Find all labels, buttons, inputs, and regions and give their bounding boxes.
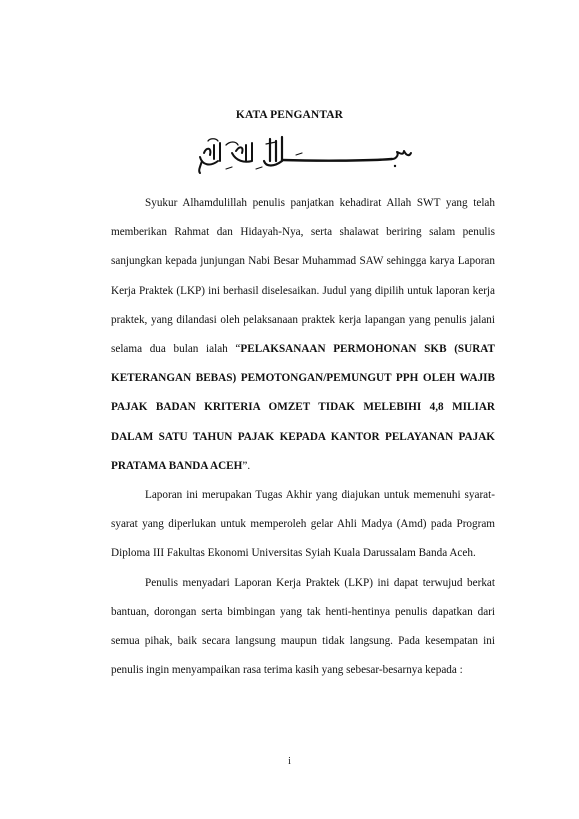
paragraph-1-end: ”.: [242, 459, 251, 472]
page-number: i: [288, 756, 291, 767]
paragraph-1-text: Syukur Alhamdulillah penulis panjatkan kehadirat Allah SWT yang telah memberikan Rahmat dan Hidayah-Nya, serta shalawat beriring salam penulis sanjungkan kepada junjungan Nabi Besar Muhammad SAW sehingga karya Laporan Kerja Praktek (LKP) ini berhasil diselesaikan. Judul yang dipilih untuk laporan kerja praktek, yang dilandasi oleh pelaksanaan praktek kerja lapangan yang penulis jalani selama dua bulan ialah “: [111, 197, 495, 356]
basmala-calligraphy: [196, 133, 414, 177]
page-title: KATA PENGANTAR: [235, 109, 344, 121]
basmala-text: بِسْمِ اللّٰهِ الرَّحْمٰنِ الرَّحِيْمِ: [196, 133, 206, 134]
paragraph-3: Penulis menyadari Laporan Kerja Praktek (LKP) ini dapat terwujud berkat bantuan, dorongan serta bimbingan yang tak henti-hentinya penulis dapatkan dari semua pihak, baik secara langsung maupun tidak langsung. Pada kesempatan ini penulis ingin menyampaikan rasa terima kasih yang sebesar-besarnya kepada :: [111, 576, 495, 677]
report-title-bold: PELAKSANAAN PERMOHONAN SKB (SURAT KETERANGAN BEBAS) PEMOTONGAN/PEMUNGUT PPH OLEH WAJIB PAJAK BADAN KRITERIA OMZET TIDAK MELEBIHI 4,8 MILIAR DALAM SATU TAHUN PAJAK KEPADA KANTOR PELAYANAN PAJAK PRATAMA BANDA ACEH: [111, 343, 496, 472]
paragraph-1: [111, 189, 495, 481]
body-text: [111, 189, 495, 685]
paragraph-2: Laporan ini merupakan Tugas Akhir yang diajukan untuk memenuhi syarat-syarat yang diperlukan untuk memperoleh gelar Ahli Madya (Amd) pada Program Diploma III Fakultas Ekonomi Universitas Syiah Kuala Darussalam Banda Aceh.: [111, 489, 495, 560]
